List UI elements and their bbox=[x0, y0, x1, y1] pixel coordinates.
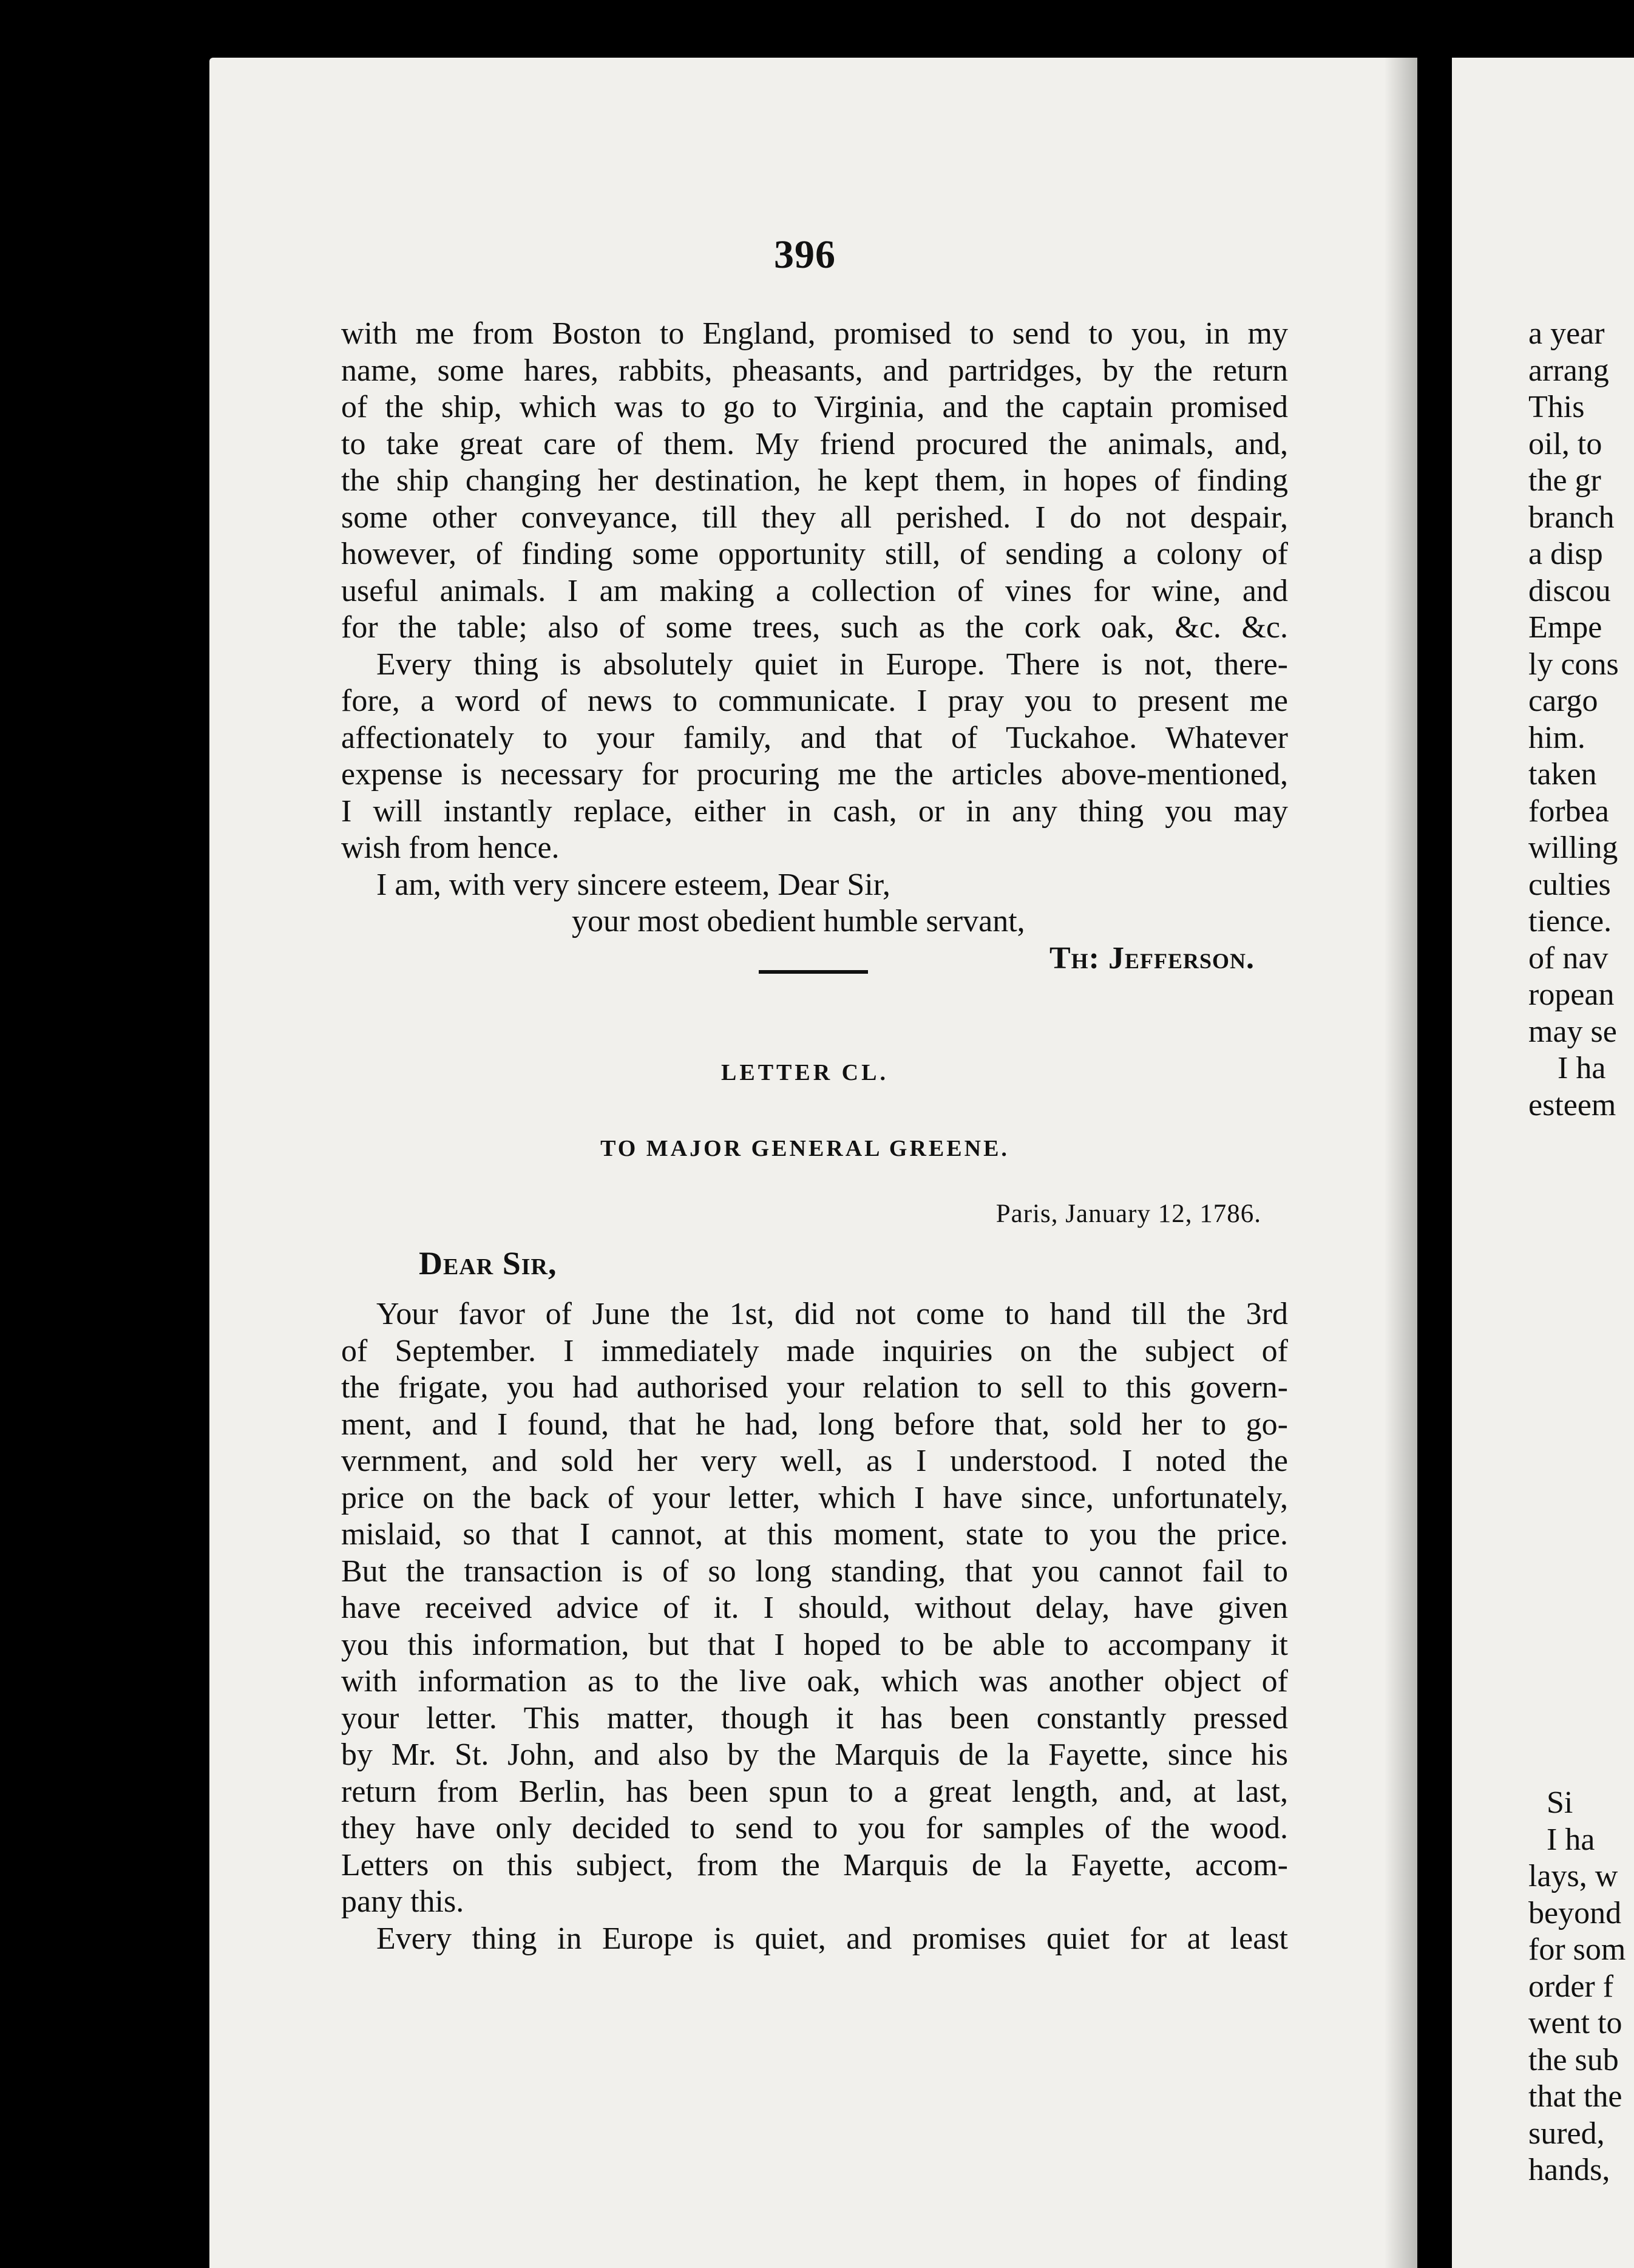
salutation: Dear Sir, bbox=[419, 1245, 557, 1282]
letter-body bbox=[341, 1296, 1288, 1957]
closing-line: your most obedient humble servant, bbox=[572, 904, 1025, 939]
text-line: him. bbox=[1528, 720, 1585, 755]
text-line: This bbox=[1528, 390, 1585, 424]
text-line: Empe bbox=[1528, 610, 1602, 645]
text-line: wish from hence. bbox=[341, 830, 560, 865]
letter-body-continued bbox=[341, 316, 1288, 977]
text-line: useful animals. I am making a collection of vines for wine, and bbox=[341, 573, 1288, 608]
text-line: order f bbox=[1528, 1969, 1614, 2004]
text-line: fore, a word of news to communicate. I pray you to present me bbox=[341, 684, 1288, 718]
text-line: sured, bbox=[1528, 2116, 1605, 2151]
text-line: mislaid, so that I cannot, at this moment, state to you the price. bbox=[341, 1517, 1288, 1552]
text-line: return from Berlin, has been spun to a great length, and, at last, bbox=[341, 1774, 1288, 1809]
text-line: expense is necessary for procuring me the articles above-mentioned, bbox=[341, 757, 1288, 792]
text-line: forbea bbox=[1528, 793, 1609, 829]
text-line: may se bbox=[1528, 1014, 1617, 1049]
text-line: with information as to the live oak, which was another object of bbox=[341, 1664, 1288, 1699]
text-line: esteem bbox=[1528, 1087, 1616, 1122]
text-line: for som bbox=[1528, 1932, 1626, 1967]
text-line: Every thing is absolutely quiet in Europe. There is not, there- bbox=[376, 647, 1288, 682]
text-line: vernment, and sold her very well, as I understood. I noted the bbox=[341, 1444, 1288, 1478]
text-line: they have only decided to send to you for samples of the wood. bbox=[341, 1811, 1288, 1845]
spacer bbox=[1528, 1124, 1619, 1785]
text-line: ropean bbox=[1528, 977, 1615, 1012]
text-line: the gr bbox=[1528, 463, 1601, 498]
text-line: a year bbox=[1528, 316, 1605, 351]
page-gutter-shadow bbox=[1384, 58, 1420, 2268]
text-line: that the bbox=[1528, 2079, 1622, 2114]
text-line: hands, bbox=[1528, 2153, 1610, 2187]
signature: Th: Jefferson. bbox=[1049, 940, 1255, 976]
text-line: for the table; also of some trees, such as the cork oak, &c. &c. bbox=[341, 610, 1288, 645]
text-line: ly cons bbox=[1528, 647, 1619, 682]
text-line: by Mr. St. John, and also by the Marquis de la Fayette, since his bbox=[341, 1737, 1288, 1772]
text-line: arrang bbox=[1528, 353, 1609, 388]
text-line: to take great care of them. My friend procured the animals, and, bbox=[341, 426, 1288, 461]
section-divider bbox=[759, 970, 868, 974]
text-line: of the ship, which was to go to Virginia, and the captain promised bbox=[341, 390, 1288, 424]
facing-page-text bbox=[1528, 316, 1626, 2189]
text-line: affectionately to your family, and that of Tuckahoe. Whatever bbox=[341, 720, 1288, 755]
text-line: with me from Boston to England, promised to send to you, in my bbox=[341, 316, 1288, 351]
text-line: the ship changing her destination, he kept them, in hopes of finding bbox=[341, 463, 1288, 498]
recipient-heading: TO MAJOR GENERAL GREENE. bbox=[600, 1136, 1009, 1161]
text-line: willing bbox=[1528, 830, 1618, 865]
text-line: Si bbox=[1547, 1785, 1573, 1820]
text-line: I ha bbox=[1547, 1822, 1595, 1857]
text-line: you this information, but that I hoped to be able to accompany it bbox=[341, 1627, 1288, 1662]
text-line: went to bbox=[1528, 2006, 1622, 2040]
text-line: tience. bbox=[1528, 904, 1612, 939]
letter-heading: LETTER CL. bbox=[721, 1060, 889, 1085]
text-line: have received advice of it. I should, without delay, have given bbox=[341, 1591, 1288, 1625]
text-line: of nav bbox=[1528, 940, 1609, 976]
text-line: Your favor of June the 1st, did not come to hand till the 3rd bbox=[376, 1297, 1288, 1331]
text-line: the frigate, you had authorised your relation to sell to this govern- bbox=[341, 1370, 1288, 1405]
text-line: Every thing in Europe is quiet, and promises quiet for at least bbox=[376, 1921, 1288, 1956]
text-line: beyond bbox=[1528, 1895, 1622, 1930]
text-line: cargo bbox=[1528, 684, 1598, 718]
text-line: price on the back of your letter, which I have since, unfortunately, bbox=[341, 1480, 1288, 1515]
text-line: oil, to bbox=[1528, 426, 1602, 461]
text-line: pany this. bbox=[341, 1884, 464, 1919]
text-line: a disp bbox=[1528, 537, 1603, 571]
text-line: your letter. This matter, though it has been constantly pressed bbox=[341, 1700, 1288, 1736]
text-line: taken bbox=[1528, 757, 1597, 792]
text-line: culties bbox=[1528, 867, 1611, 902]
closing-line: I am, with very sincere esteem, Dear Sir, bbox=[376, 867, 890, 902]
text-line: ment, and I found, that he had, long before that, sold her to go- bbox=[341, 1407, 1288, 1442]
text-line: I ha bbox=[1558, 1051, 1606, 1085]
text-line: name, some hares, rabbits, pheasants, and partridges, by the return bbox=[341, 353, 1288, 388]
text-line: of September. I immediately made inquiries on the subject of bbox=[341, 1333, 1288, 1368]
text-line: discou bbox=[1528, 573, 1611, 608]
text-line: however, of finding some opportunity still, of sending a colony of bbox=[341, 537, 1288, 571]
page-number: 396 bbox=[774, 233, 836, 277]
text-line: the sub bbox=[1528, 2042, 1619, 2077]
text-line: branch bbox=[1528, 500, 1615, 535]
text-line: But the transaction is of so long standing, that you cannot fail to bbox=[341, 1553, 1288, 1589]
text-line: I will instantly replace, either in cash, or in any thing you may bbox=[341, 793, 1288, 829]
text-line: lays, w bbox=[1528, 1859, 1618, 1893]
text-line: some other conveyance, till they all perished. I do not despair, bbox=[341, 500, 1288, 535]
text-line: Letters on this subject, from the Marquis de la Fayette, accom- bbox=[341, 1847, 1288, 1883]
dateline: Paris, January 12, 1786. bbox=[995, 1200, 1261, 1228]
